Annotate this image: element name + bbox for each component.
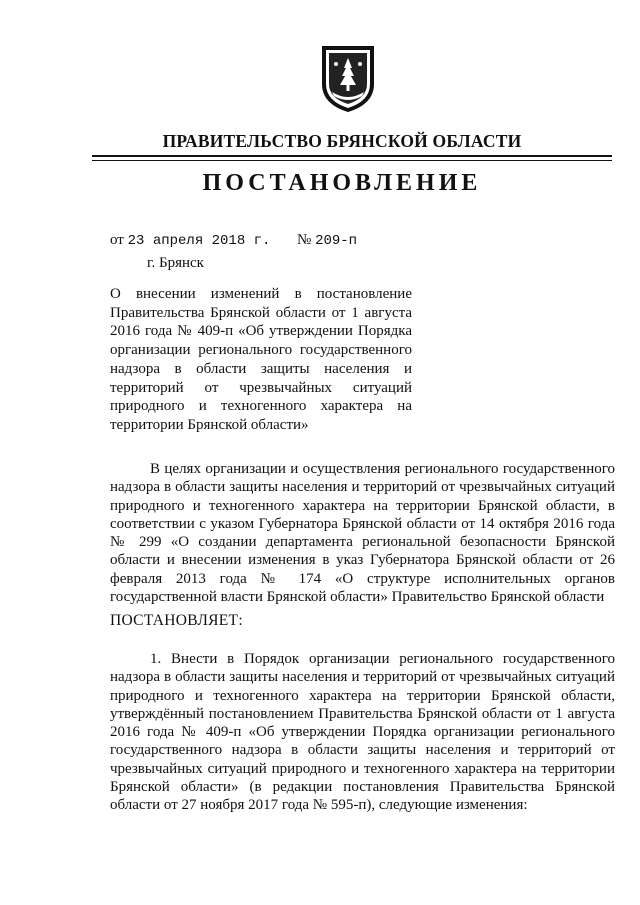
date-value: 23 апреля 2018 г. <box>127 233 271 249</box>
header-rule-thick <box>92 155 612 157</box>
document-number <box>297 232 357 249</box>
date-prefix: от <box>110 232 124 248</box>
government-title: ПРАВИТЕЛЬСТВО БРЯНСКОЙ ОБЛАСТИ <box>162 131 522 151</box>
item-1-paragraph: 1. Внести в Порядок организации регионального государственного надзора в области защиты населения и территорий от чрезвычайных ситуаций природного и техногенного характера на территории Брянской области, утверждённый постановлением Правительства Брянской области от 1 августа 2016 года № 409-п «Об утверждении Порядка организации регионального государственного надзора в области защиты населения и территорий от чрезвычайных ситуаций природного и техногенного характера на территории Брянской области» (в редакции постановления Правительства Брянской области от 27 ноября 2017 года № 595-п), следующие изменения: <box>110 651 615 814</box>
coat-of-arms-icon <box>318 44 378 114</box>
number-value: 209-п <box>315 233 358 249</box>
decree-heading: ПОСТАНОВЛЯЕТ: <box>110 612 243 629</box>
number-prefix: № <box>297 232 312 248</box>
city-label: г. Брянск <box>147 255 204 271</box>
document-date <box>110 232 270 249</box>
preamble-paragraph: В целях организации и осуществления регионального государственного надзора в области защиты населения и территорий от чрезвычайных ситуаций природного и техногенного характера на территории Брянской области, в соответствии с указом Губернатора Брянской области от 14 октября 2016 года № 299 «О создании департамента региональной безопасности Брянской области и внесении изменения в указ Губернатора Брянской области от 26 февраля 2013 года № 174 «О структуре исполнительных органов государственной власти Брянской области» Правительство Брянской области <box>110 461 615 606</box>
document-type-title: ПОСТАНОВЛЕНИЕ <box>202 170 482 196</box>
document-subject: О внесении изменений в постановление Правительства Брянской области от 1 августа 2016 года № 409-п «Об утверждении Порядка организации регионального государственного надзора в области защиты населения и территорий от чрезвычайных ситуаций природного и техногенного характера на территории Брянской области» <box>110 286 412 433</box>
header-rule-thin <box>92 160 612 161</box>
